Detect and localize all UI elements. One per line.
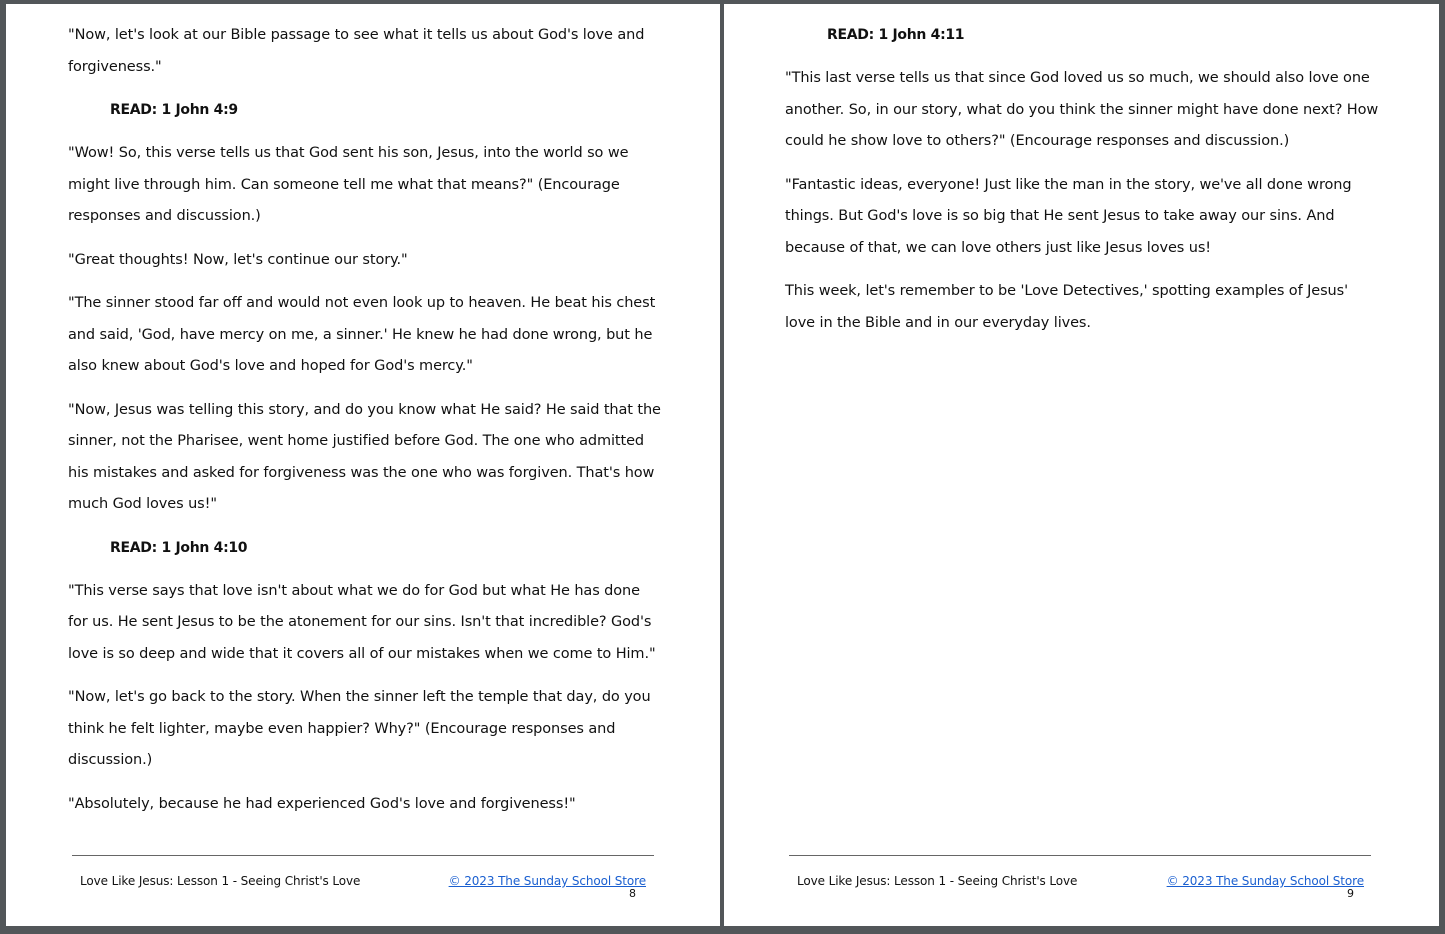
paragraph: "Fantastic ideas, everyone! Just like the man in the story, we've all done wrong things. But God's love is so big that He sent Jesus to take away our sins. And because of that, we can love others just like Jesus loves us! [785, 176, 1352, 256]
read-heading: READ: 1 John 4:11 [827, 27, 965, 43]
page-content [68, 20, 663, 832]
paragraph: This week, let's remember to be 'Love Detectives,' spotting examples of Jesus' love in the Bible and in our everyday lives. [785, 283, 1348, 331]
paragraph: "Absolutely, because he had experienced God's love and forgiveness!" [68, 795, 576, 812]
footer-copyright-link[interactable]: © 2023 The Sunday School Store [1166, 874, 1364, 888]
paragraph: "This last verse tells us that since God loved us so much, we should also love one another. So, in our story, what do you think the sinner might have done next? How could he show love to others?" (Encourage responses and discussion.) [785, 70, 1379, 149]
page-number: 8 [629, 887, 636, 900]
footer-divider [789, 855, 1371, 856]
paragraph: "Now, let's look at our Bible passage to see what it tells us about God's love and forgiveness." [68, 27, 645, 75]
footer-lesson-title: Love Like Jesus: Lesson 1 - Seeing Christ's Love [797, 874, 1078, 888]
footer-lesson-title: Love Like Jesus: Lesson 1 - Seeing Christ's Love [80, 874, 361, 888]
paragraph: "The sinner stood far off and would not even look up to heaven. He beat his chest and said, 'God, have mercy on me, a sinner.' He knew he had done wrong, but he also knew about God's love and hoped for God's mercy." [68, 295, 656, 374]
read-heading: READ: 1 John 4:9 [110, 102, 238, 118]
read-heading: READ: 1 John 4:10 [110, 539, 248, 556]
footer-divider [72, 855, 654, 856]
paragraph: "This verse says that love isn't about what we do for God but what He has done for us. He sent Jesus to be the atonement for our sins. Isn't that incredible? God's love is so deep and wide that it covers all of our mistakes when we come to Him." [68, 582, 656, 662]
document-page-8 [6, 4, 720, 926]
page-content [785, 20, 1381, 351]
footer-copyright-link[interactable]: © 2023 The Sunday School Store [448, 874, 646, 888]
document-page-9 [724, 4, 1439, 926]
paragraph: "Great thoughts! Now, let's continue our story." [68, 251, 408, 268]
page-number: 9 [1347, 887, 1354, 900]
paragraph: "Now, let's go back to the story. When the sinner left the temple that day, do you think he felt lighter, maybe even happier? Why?" (Encourage responses and discussion.) [68, 689, 651, 768]
paragraph: "Wow! So, this verse tells us that God sent his son, Jesus, into the world so we might live through him. Can someone tell me what that means?" (Encourage responses and discussion.) [68, 145, 629, 224]
paragraph: "Now, Jesus was telling this story, and do you know what He said? He said that the sinner, not the Pharisee, went home justified before God. The one who admitted his mistakes and asked for forgiveness was the one who was forgiven. That's how much God loves us!" [68, 401, 661, 512]
